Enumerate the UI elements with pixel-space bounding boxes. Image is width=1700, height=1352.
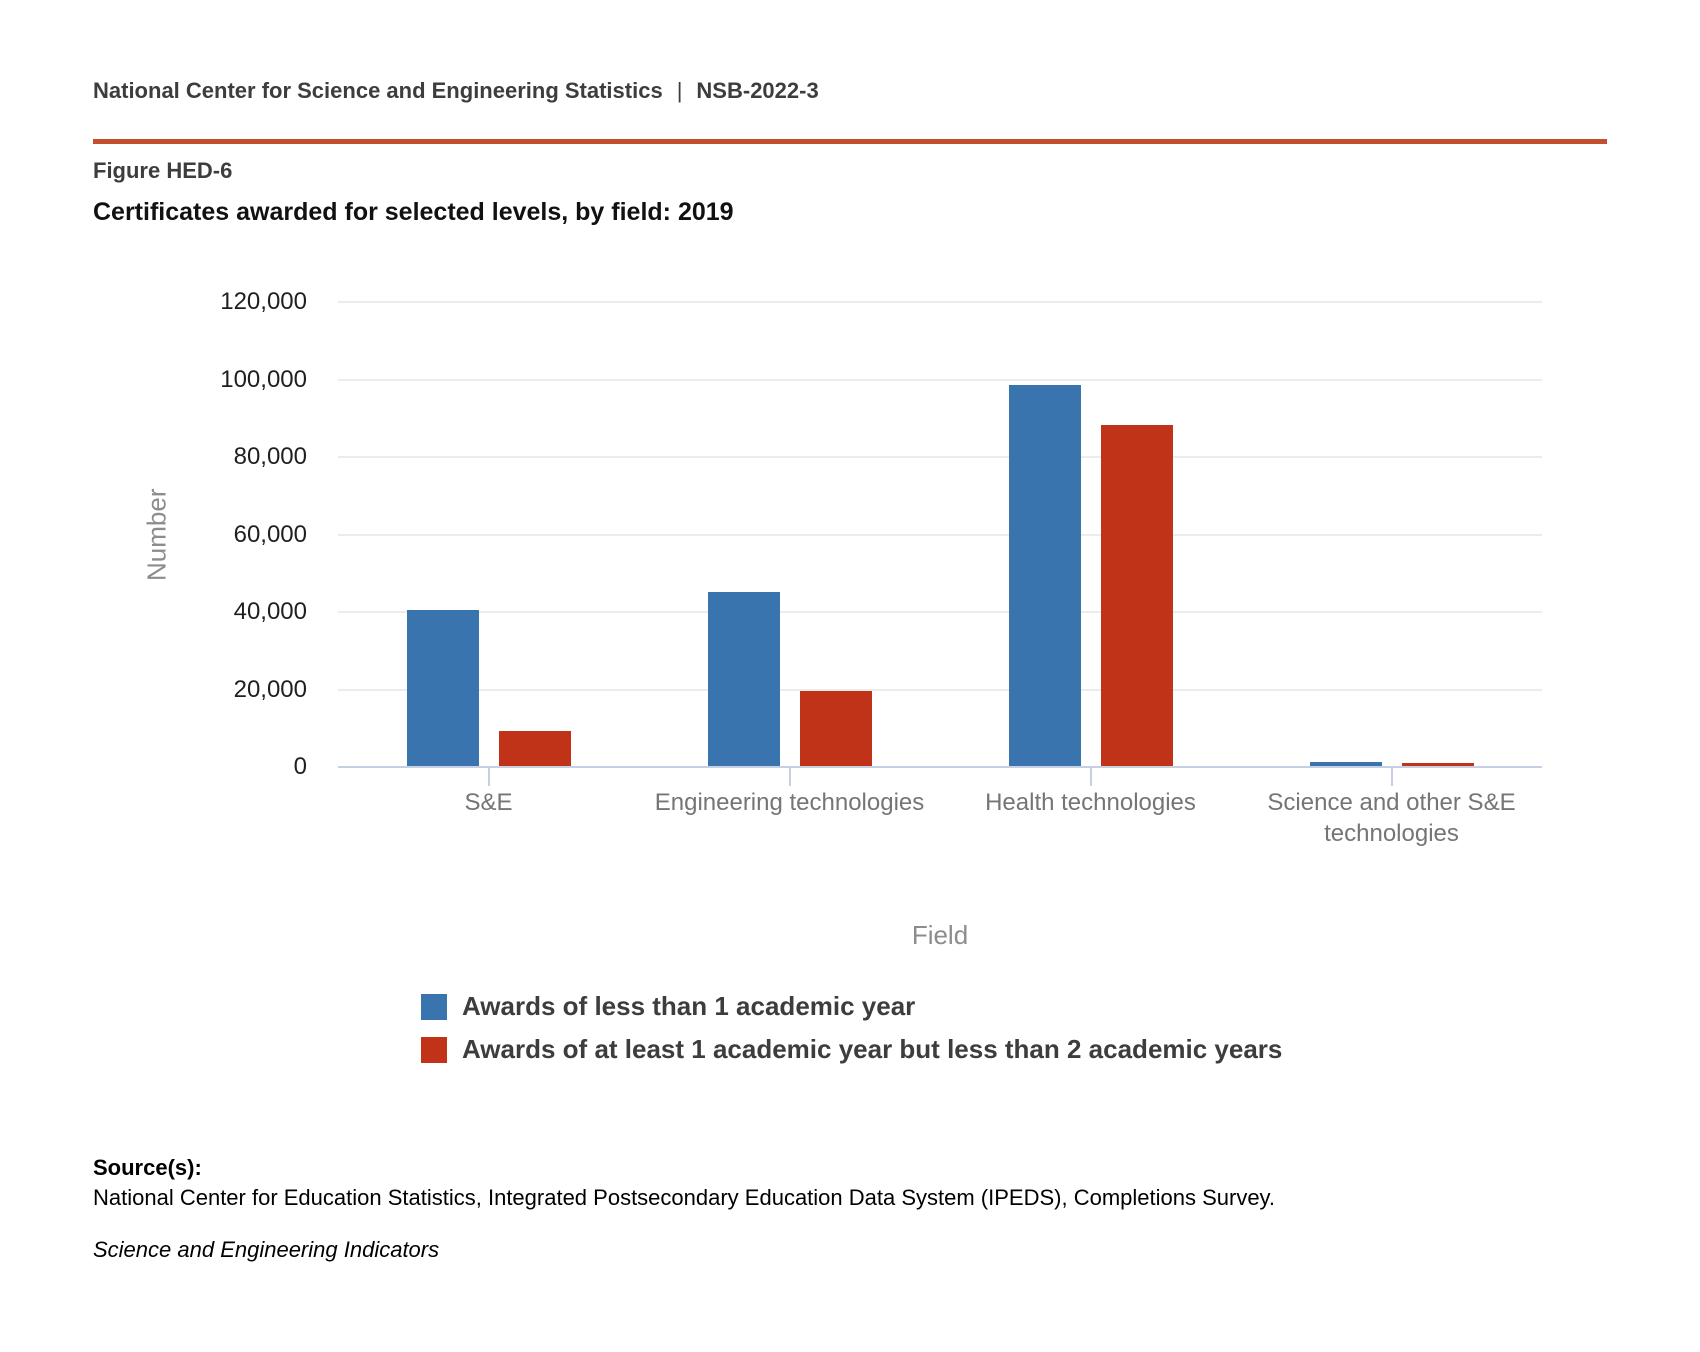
gridline: [338, 379, 1542, 381]
plot-area: [338, 302, 1542, 847]
legend-item-series-1[interactable]: [421, 991, 1282, 1022]
legend-item-series-2[interactable]: [421, 1034, 1282, 1065]
chart-legend: [421, 991, 1282, 1077]
source-heading: Source(s):: [93, 1155, 202, 1180]
source-text: National Center for Education Statistics, Integrated Postsecondary Education Data System (IPEDS), Completions Survey.: [93, 1185, 1276, 1210]
y-tick-label: 60,000: [233, 520, 307, 548]
report-header: [93, 78, 819, 104]
chart-bar-series-2-category-1[interactable]: [499, 731, 571, 767]
chart-bar-series-1-category-1[interactable]: [407, 610, 479, 767]
gridline: [338, 456, 1542, 458]
chart-region: [0, 288, 1700, 847]
gridline: [338, 301, 1542, 303]
y-tick-label: 40,000: [233, 598, 307, 625]
x-axis-tick: [488, 767, 490, 786]
x-axis-tick: [789, 767, 791, 786]
chart-bar-series-2-category-3[interactable]: [1101, 425, 1173, 767]
x-axis-label: Field: [911, 920, 969, 950]
y-axis-label: Number: [141, 488, 172, 581]
chart-bar-series-2-category-2[interactable]: [800, 691, 872, 767]
header-doc-number: NSB-2022-3: [696, 78, 819, 103]
chart-bar-series-1-category-3[interactable]: [1009, 385, 1081, 767]
chart-bar-series-1-category-2[interactable]: [708, 592, 780, 767]
source-block: [93, 1153, 1593, 1263]
legend-label-series-2: Awards of at least 1 academic year but less than 2 academic years: [462, 1034, 1283, 1064]
chart-title: Certificates awarded for selected levels, by field: 2019: [93, 198, 734, 226]
legend-swatch-red-icon: [421, 1037, 447, 1063]
source-attribution: Science and Engineering Indicators: [93, 1237, 440, 1262]
gridline: [338, 689, 1542, 691]
legend-label-series-1: Awards of less than 1 academic year: [462, 991, 916, 1021]
y-tick-label: 80,000: [233, 443, 307, 470]
y-tick-label: 20,000: [233, 675, 307, 703]
header-org: National Center for Science and Engineering Statistics: [93, 78, 663, 103]
x-axis-tick: [1090, 767, 1092, 786]
y-tick-label: 120,000: [220, 288, 307, 315]
gridline: [338, 611, 1542, 613]
x-category-label: Engineering technologies: [654, 789, 925, 816]
gridline: [338, 534, 1542, 536]
figure-label: Figure HED-6: [93, 158, 233, 183]
header-separator: |: [676, 78, 683, 103]
x-category-label: S&E: [464, 789, 513, 816]
x-axis-tick: [1391, 767, 1393, 786]
x-axis-baseline: [338, 766, 1542, 768]
legend-swatch-blue-icon: [421, 994, 447, 1020]
y-tick-label: 0: [293, 753, 307, 780]
y-tick-label: 100,000: [220, 365, 307, 393]
x-category-label: Health technologies: [985, 789, 1196, 816]
accent-divider-rule: [93, 139, 1607, 144]
x-category-label: Science and other S&E technologies: [1267, 789, 1516, 847]
